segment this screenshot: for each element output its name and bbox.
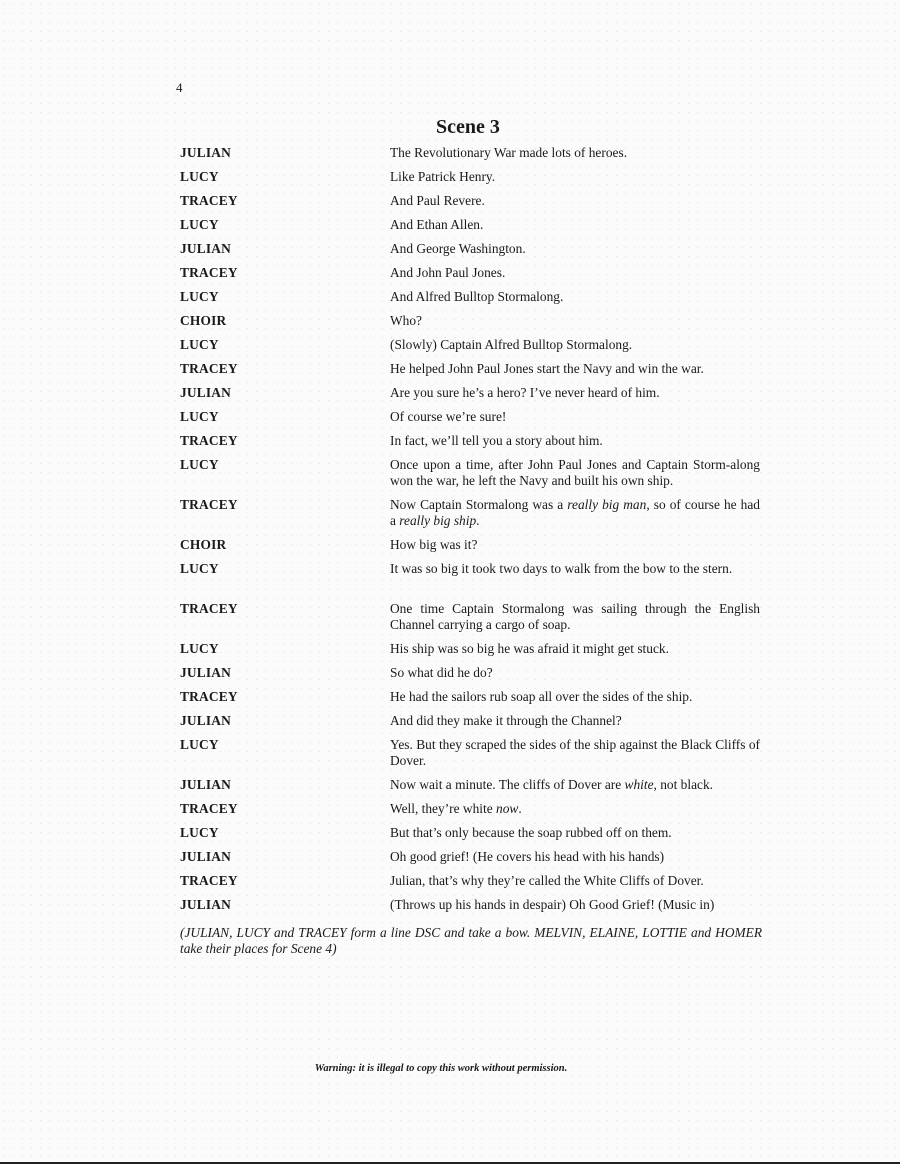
dialogue-line <box>180 537 760 561</box>
dialogue-segment: And did they make it through the Channel? <box>390 713 622 728</box>
dialogue-segment: Well, they’re white <box>390 801 497 816</box>
dialogue-segment: Of course we’re sure! <box>390 409 507 424</box>
speaker-name: JULIAN <box>180 897 232 912</box>
speaker-name: LUCY <box>180 457 219 472</box>
speaker-name: JULIAN <box>180 713 232 728</box>
dialogue-text <box>390 409 760 425</box>
speaker-name: JULIAN <box>180 665 232 680</box>
dialogue-line <box>180 433 760 457</box>
dialogue-segment: Are you sure he’s a hero? I’ve never heard of him. <box>390 385 660 400</box>
dialogue-line <box>180 217 760 241</box>
emphasis-text: really big man <box>567 497 647 512</box>
dialogue-segment: Julian, that’s why they’re called the White Cliffs of Dover. <box>390 873 704 888</box>
speaker-name: CHOIR <box>180 537 227 552</box>
dialogue-segment: And Paul Revere. <box>390 193 485 208</box>
dialogue-line <box>180 713 760 737</box>
dialogue-line <box>180 849 760 873</box>
dialogue-text <box>390 145 760 161</box>
dialogue-segment: He helped John Paul Jones start the Navy and win the war. <box>390 361 704 376</box>
dialogue-text <box>390 265 760 281</box>
dialogue-text <box>390 665 760 681</box>
dialogue-segment: It was so big it took two days to walk from the bow to the stern. <box>390 561 733 576</box>
dialogue-text <box>390 641 760 657</box>
dialogue-text <box>390 897 760 913</box>
dialogue-line <box>180 409 760 433</box>
dialogue-line <box>180 241 760 265</box>
dialogue-line <box>180 873 760 897</box>
dialogue-text <box>390 241 760 257</box>
dialogue-segment: Like Patrick Henry. <box>390 169 496 184</box>
dialogue-text <box>390 777 760 793</box>
dialogue-segment: , so of course he had a <box>390 497 760 528</box>
speaker-name: LUCY <box>180 337 219 352</box>
dialogue-segment: In fact, we’ll tell you a story about him. <box>390 433 603 448</box>
dialogue-line <box>180 361 760 385</box>
dialogue-text <box>390 361 760 377</box>
dialogue-text <box>390 169 760 185</box>
speaker-name: JULIAN <box>180 145 232 160</box>
speaker-name: LUCY <box>180 641 219 656</box>
speaker-name: TRACEY <box>180 361 238 376</box>
dialogue-segment: Now wait a minute. The cliffs of Dover are <box>390 777 625 792</box>
speaker-name: TRACEY <box>180 801 238 816</box>
stage-direction: (JULIAN, LUCY and TRACEY form a line DSC and take a bow. MELVIN, ELAINE, LOTTIE and HOMER take their places for Scene 4) <box>180 925 762 956</box>
speaker-name: LUCY <box>180 561 219 576</box>
dialogue-line <box>180 777 760 801</box>
dialogue-text <box>390 289 760 305</box>
dialogue-line <box>180 289 760 313</box>
speaker-name: TRACEY <box>180 433 238 448</box>
speaker-name: TRACEY <box>180 193 238 208</box>
dialogue-text <box>390 689 760 705</box>
dialogue-line <box>180 601 760 641</box>
dialogue-line <box>180 801 760 825</box>
dialogue-line <box>180 193 760 217</box>
dialogue-text <box>390 497 760 529</box>
dialogue-text <box>390 713 760 729</box>
dialogue-segment: He had the sailors rub soap all over the sides of the ship. <box>390 689 693 704</box>
dialogue-segment: Now Captain Stormalong was a <box>390 497 568 512</box>
dialogue-text <box>390 313 760 329</box>
dialogue-segment: His ship was so big he was afraid it might get stuck. <box>390 641 669 656</box>
dialogue-segment: The Revolutionary War made lots of heroes. <box>390 145 628 160</box>
dialogue-line <box>180 561 760 601</box>
dialogue-text <box>390 433 760 449</box>
speaker-name: TRACEY <box>180 497 238 512</box>
dialogue-segment: (Slowly) Captain Alfred Bulltop Stormalong. <box>390 337 633 352</box>
dialogue-line <box>180 689 760 713</box>
speaker-name: LUCY <box>180 169 219 184</box>
speaker-name: LUCY <box>180 289 219 304</box>
scene-title: Scene 3 <box>436 116 500 138</box>
emphasis-text: white <box>624 777 654 792</box>
page-number: 4 <box>176 80 183 95</box>
speaker-name: LUCY <box>180 409 219 424</box>
dialogue-list <box>180 145 760 921</box>
dialogue-segment: Oh good grief! (He covers his head with his hands) <box>390 849 665 864</box>
speaker-name: LUCY <box>180 825 219 840</box>
emphasis-text: now <box>496 801 519 816</box>
dialogue-segment: How big was it? <box>390 537 478 552</box>
dialogue-segment: . <box>518 801 522 816</box>
dialogue-line <box>180 265 760 289</box>
dialogue-segment: And Alfred Bulltop Stormalong. <box>390 289 564 304</box>
dialogue-text <box>390 217 760 233</box>
dialogue-line <box>180 385 760 409</box>
dialogue-line <box>180 145 760 169</box>
speaker-name: LUCY <box>180 217 219 232</box>
dialogue-segment: And John Paul Jones. <box>390 265 506 280</box>
dialogue-segment: Yes. But they scraped the sides of the ship against the Black Cliffs of Dover. <box>390 737 760 768</box>
speaker-name: TRACEY <box>180 873 238 888</box>
dialogue-segment: . <box>476 513 480 528</box>
dialogue-text <box>390 825 760 841</box>
dialogue-segment: And Ethan Allen. <box>390 217 484 232</box>
speaker-name: TRACEY <box>180 689 238 704</box>
dialogue-text <box>390 873 760 889</box>
copyright-warning: Warning: it is illegal to copy this work without permission. <box>314 1063 568 1074</box>
dialogue-text <box>390 385 760 401</box>
dialogue-line <box>180 457 760 497</box>
dialogue-text <box>390 601 760 633</box>
emphasis-text: really big ship <box>399 513 477 528</box>
dialogue-segment: , not black. <box>653 777 714 792</box>
speaker-name: TRACEY <box>180 601 238 616</box>
dialogue-line <box>180 337 760 361</box>
dialogue-text <box>390 737 760 769</box>
dialogue-line <box>180 737 760 777</box>
dialogue-segment: And George Washington. <box>390 241 526 256</box>
speaker-name: JULIAN <box>180 241 232 256</box>
dialogue-text <box>390 337 760 353</box>
speaker-name: LUCY <box>180 737 219 752</box>
speaker-name: JULIAN <box>180 849 232 864</box>
dialogue-segment: But that’s only because the soap rubbed off on them. <box>390 825 672 840</box>
dialogue-segment: Once upon a time, after John Paul Jones and Captain Storm-along won the war, he left the Navy and built his own ship. <box>390 457 760 488</box>
speaker-name: CHOIR <box>180 313 227 328</box>
dialogue-text <box>390 537 760 553</box>
dialogue-text <box>390 849 760 865</box>
dialogue-segment: One time Captain Stormalong was sailing through the English Channel carrying a cargo of soap. <box>390 601 760 632</box>
dialogue-segment: So what did he do? <box>390 665 493 680</box>
speaker-name: JULIAN <box>180 777 232 792</box>
dialogue-segment: (Throws up his hands in despair) Oh Good Grief! (Music in) <box>390 897 715 912</box>
dialogue-line <box>180 497 760 537</box>
dialogue-text <box>390 801 760 817</box>
dialogue-line <box>180 641 760 665</box>
dialogue-segment: Who? <box>390 313 422 328</box>
dialogue-line <box>180 825 760 849</box>
dialogue-text <box>390 457 760 489</box>
dialogue-line <box>180 665 760 689</box>
dialogue-text <box>390 193 760 209</box>
dialogue-line <box>180 313 760 337</box>
dialogue-line <box>180 169 760 193</box>
speaker-name: TRACEY <box>180 265 238 280</box>
dialogue-line <box>180 897 760 921</box>
dialogue-text <box>390 561 760 577</box>
speaker-name: JULIAN <box>180 385 232 400</box>
